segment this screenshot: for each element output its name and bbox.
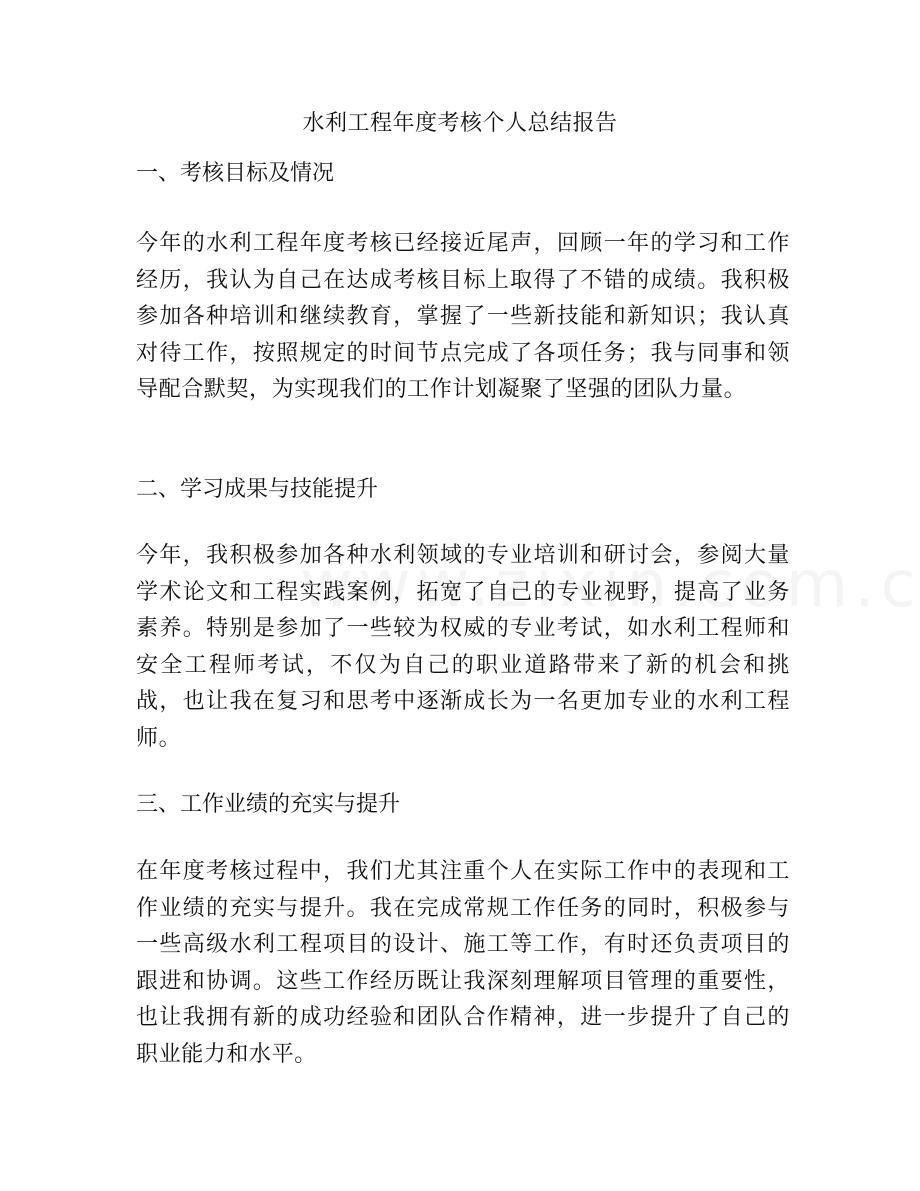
section-heading-1: 一、考核目标及情况 [136,161,335,186]
document-title: 水利工程年度考核个人总结报告 [302,111,618,136]
section-heading-3: 三、工作业绩的充实与提升 [136,792,401,817]
section-paragraph-3: 在年度考核过程中，我们尤其注重个人在实际工作中的表现和工作业绩的充实与提升。我在完成常规工作任务的同时，积极参与一些高级水利工程项目的设计、施工等工作，有时还负责项目的跟进和协调。这些工作经历既让我深刻理解项目管理的重要性，也让我拥有新的成功经验和团队合作精神，进一步提升了自己的职业能力和水平。 [136,859,790,1067]
section-heading-2: 二、学习成果与技能提升 [136,477,379,502]
section-paragraph-1: 今年的水利工程年度考核已经接近尾声，回顾一年的学习和工作经历，我认为自己在达成考核目标上取得了不错的成绩。我积极参加各种培训和继续教育，掌握了一些新技能和新知识；我认真对待工作，按照规定的时间节点完成了各项任务；我与同事和领导配合默契，为实现我们的工作计划凝聚了坚强的团队力量。 [136,231,790,402]
section-paragraph-2: 今年，我积极参加各种水利领域的专业培训和研讨会，参阅大量学术论文和工程实践案例，拓宽了自己的专业视野，提高了业务素养。特别是参加了一些较为权威的专业考试，如水利工程师和安全工程师考试，不仅为自己的职业道路带来了新的机会和挑战，也让我在复习和思考中逐渐成长为一名更加专业的水利工程师。 [136,543,790,751]
